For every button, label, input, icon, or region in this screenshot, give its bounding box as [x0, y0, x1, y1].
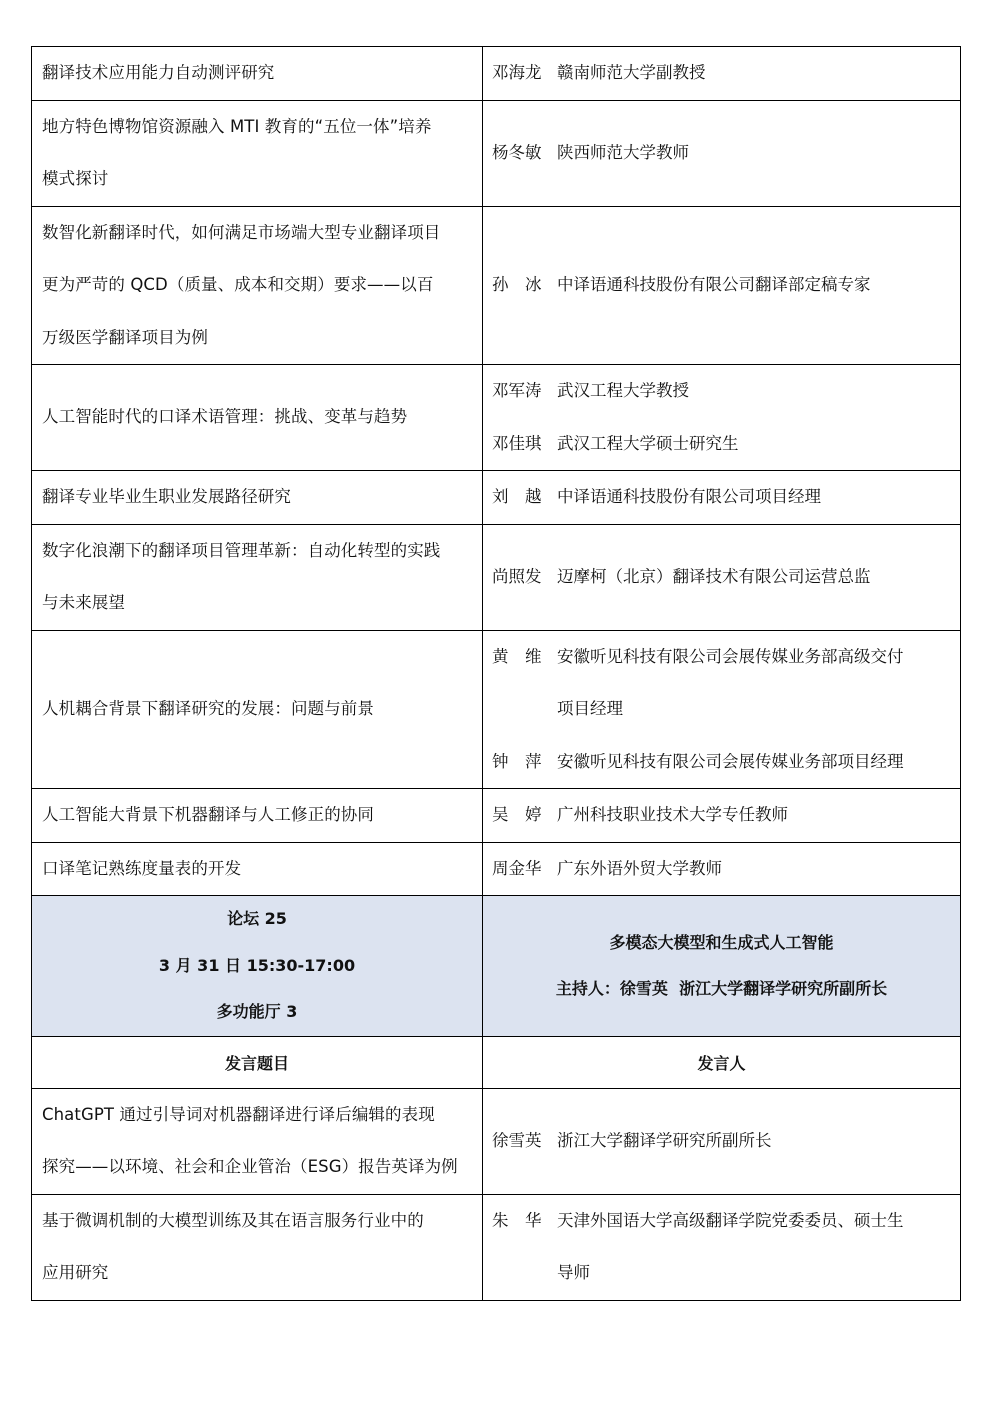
- talk-topic-cell: [32, 471, 483, 525]
- speaker-entry: [483, 259, 960, 312]
- speaker-affiliation: 陕西师范大学教师: [557, 142, 689, 162]
- speaker-cell: [483, 842, 961, 896]
- talk-topic-line: 探究——以环境、社会和企业管治（ESG）报告英译为例: [42, 1157, 458, 1176]
- forum-time: 3 月 31 日 15:30-17:00: [158, 955, 356, 975]
- talk-topic-line: 人机耦合背景下翻译研究的发展：问题与前景: [42, 699, 374, 718]
- speaker-name: 孙 冰: [492, 275, 542, 294]
- speaker-affiliation: 中译语通科技股份有限公司项目经理: [557, 487, 821, 506]
- speaker-cell: [483, 1088, 961, 1194]
- talk-topic-cell: [32, 365, 483, 471]
- talk-topic-cell: [32, 47, 483, 101]
- forum-theme: 多模态大模型和生成式人工智能: [609, 932, 834, 952]
- speaker-name: 邓军涛: [492, 381, 542, 400]
- speaker-name: 黄 维: [492, 646, 542, 666]
- table-row: [32, 524, 961, 630]
- talk-topic-line: 地方特色博物馆资源融入 MTI 教育的“五位一体”培养: [42, 116, 432, 136]
- talk-topic-line: 翻译技术应用能力自动测评研究: [42, 63, 275, 82]
- speaker-entry: [483, 551, 960, 604]
- talk-topic-cell: [32, 842, 483, 896]
- talk-topic-line: 应用研究: [42, 1263, 109, 1282]
- talk-topic-cell: [32, 1194, 483, 1300]
- table-row: [32, 47, 961, 101]
- speaker-cell: [483, 471, 961, 525]
- talk-topic-line: 人工智能大背景下机器翻译与人工修正的协同: [42, 805, 374, 824]
- speaker-entry: [483, 843, 960, 896]
- talk-topic-line: 数字化浪潮下的翻译项目管理革新：自动化转型的实践: [42, 540, 441, 560]
- column-header-speaker: 发言人: [483, 1036, 961, 1088]
- talk-topic-cell: [32, 1088, 483, 1194]
- schedule-table: [31, 46, 961, 1301]
- speaker-cell: [483, 365, 961, 471]
- speaker-entry: [483, 127, 960, 180]
- speaker-entry: [483, 736, 960, 789]
- speaker-name: 尚照发: [492, 566, 542, 586]
- speaker-affiliation: 迈摩柯（北京）翻译技术有限公司运营总监: [557, 566, 871, 586]
- talks-section-after: [32, 1088, 961, 1300]
- speaker-affiliation: 项目经理: [557, 699, 623, 718]
- forum-section: [32, 896, 961, 1089]
- talk-topic-cell: [32, 100, 483, 206]
- talk-topic-line: 更为严苛的 QCD（质量、成本和交期）要求——以百: [42, 275, 434, 294]
- talk-topic-line: 翻译专业毕业生职业发展路径研究: [42, 487, 291, 506]
- talk-topic-line: 模式探讨: [42, 169, 109, 188]
- speaker-name: 邓佳琪: [492, 433, 542, 453]
- speaker-affiliation: 安徽听见科技有限公司会展传媒业务部项目经理: [557, 751, 904, 771]
- forum-info-cell: [32, 896, 483, 1037]
- speaker-name: 杨冬敏: [492, 142, 542, 162]
- speaker-name: 吴 婷: [492, 805, 542, 824]
- speaker-cell: [483, 100, 961, 206]
- speaker-cell: [483, 206, 961, 365]
- table-row: [32, 1088, 961, 1194]
- speaker-cell: [483, 789, 961, 843]
- forum-header-row: [32, 896, 961, 1037]
- table-row: [32, 1194, 961, 1300]
- speaker-affiliation: 导师: [557, 1263, 590, 1282]
- table-row: [32, 842, 961, 896]
- speaker-entry: [483, 1115, 960, 1168]
- speaker-affiliation: 赣南师范大学副教授: [557, 63, 706, 82]
- speaker-name: 刘 越: [492, 487, 542, 506]
- speaker-entry: [483, 789, 960, 842]
- speaker-name: 徐雪英: [492, 1130, 542, 1150]
- speaker-affiliation: 安徽听见科技有限公司会展传媒业务部高级交付: [557, 646, 904, 666]
- talk-topic-line: 口译笔记熟练度量表的开发: [42, 858, 242, 878]
- talk-topic-cell: [32, 206, 483, 365]
- talk-topic-line: 基于微调机制的大模型训练及其在语言服务行业中的: [42, 1210, 424, 1230]
- speaker-entry: [483, 1247, 960, 1300]
- table-row: [32, 206, 961, 365]
- talk-topic-cell: [32, 524, 483, 630]
- speaker-affiliation: 中译语通科技股份有限公司翻译部定稿专家: [557, 275, 871, 294]
- speaker-cell: [483, 630, 961, 789]
- speaker-entry: [483, 365, 960, 418]
- speaker-name: [483, 683, 557, 736]
- speaker-entry: [483, 418, 960, 471]
- talks-section-before: [32, 47, 961, 896]
- talk-topic-cell: [32, 630, 483, 789]
- talk-topic-line: 数智化新翻译时代，如何满足市场端大型专业翻译项目: [42, 222, 441, 242]
- speaker-cell: [483, 1194, 961, 1300]
- speaker-entry: [483, 683, 960, 736]
- speaker-name: 邓海龙: [492, 63, 542, 82]
- forum-theme-cell: [483, 896, 961, 1037]
- table-row: [32, 630, 961, 789]
- talk-topic-line: 万级医学翻译项目为例: [42, 327, 208, 347]
- talk-topic-line: 与未来展望: [42, 593, 125, 612]
- column-header-topic: 发言题目: [32, 1036, 483, 1088]
- speaker-entry: [483, 1195, 960, 1248]
- table-row: [32, 789, 961, 843]
- speaker-name: [483, 1247, 557, 1300]
- speaker-affiliation: 武汉工程大学硕士研究生: [557, 433, 739, 453]
- table-row: [32, 100, 961, 206]
- talk-topic-line: ChatGPT 通过引导词对机器翻译进行译后编辑的表现: [42, 1104, 435, 1124]
- talk-topic-cell: [32, 789, 483, 843]
- speaker-cell: [483, 47, 961, 101]
- table-row: [32, 365, 961, 471]
- forum-room: 多功能厅 3: [216, 1002, 298, 1021]
- speaker-entry: [483, 47, 960, 100]
- table-row: [32, 471, 961, 525]
- speaker-affiliation: 广东外语外贸大学教师: [557, 858, 722, 878]
- column-header-row: [32, 1036, 961, 1088]
- forum-number: 论坛 25: [227, 909, 287, 928]
- speaker-affiliation: 武汉工程大学教授: [557, 381, 689, 400]
- talk-topic-line: 人工智能时代的口译术语管理：挑战、变革与趋势: [42, 407, 408, 427]
- speaker-affiliation: 广州科技职业技术大学专任教师: [557, 805, 788, 824]
- speaker-affiliation: 浙江大学翻译学研究所副所长: [557, 1130, 772, 1150]
- speaker-entry: [483, 471, 960, 524]
- speaker-name: 周金华: [492, 858, 542, 878]
- speaker-cell: [483, 524, 961, 630]
- speaker-name: 朱 华: [492, 1210, 542, 1230]
- speaker-affiliation: 天津外国语大学高级翻译学院党委委员、硕士生: [557, 1210, 904, 1230]
- speaker-entry: [483, 631, 960, 684]
- forum-host: 主持人：徐雪英 浙江大学翻译学研究所副所长: [555, 978, 888, 998]
- speaker-name: 钟 萍: [492, 751, 542, 771]
